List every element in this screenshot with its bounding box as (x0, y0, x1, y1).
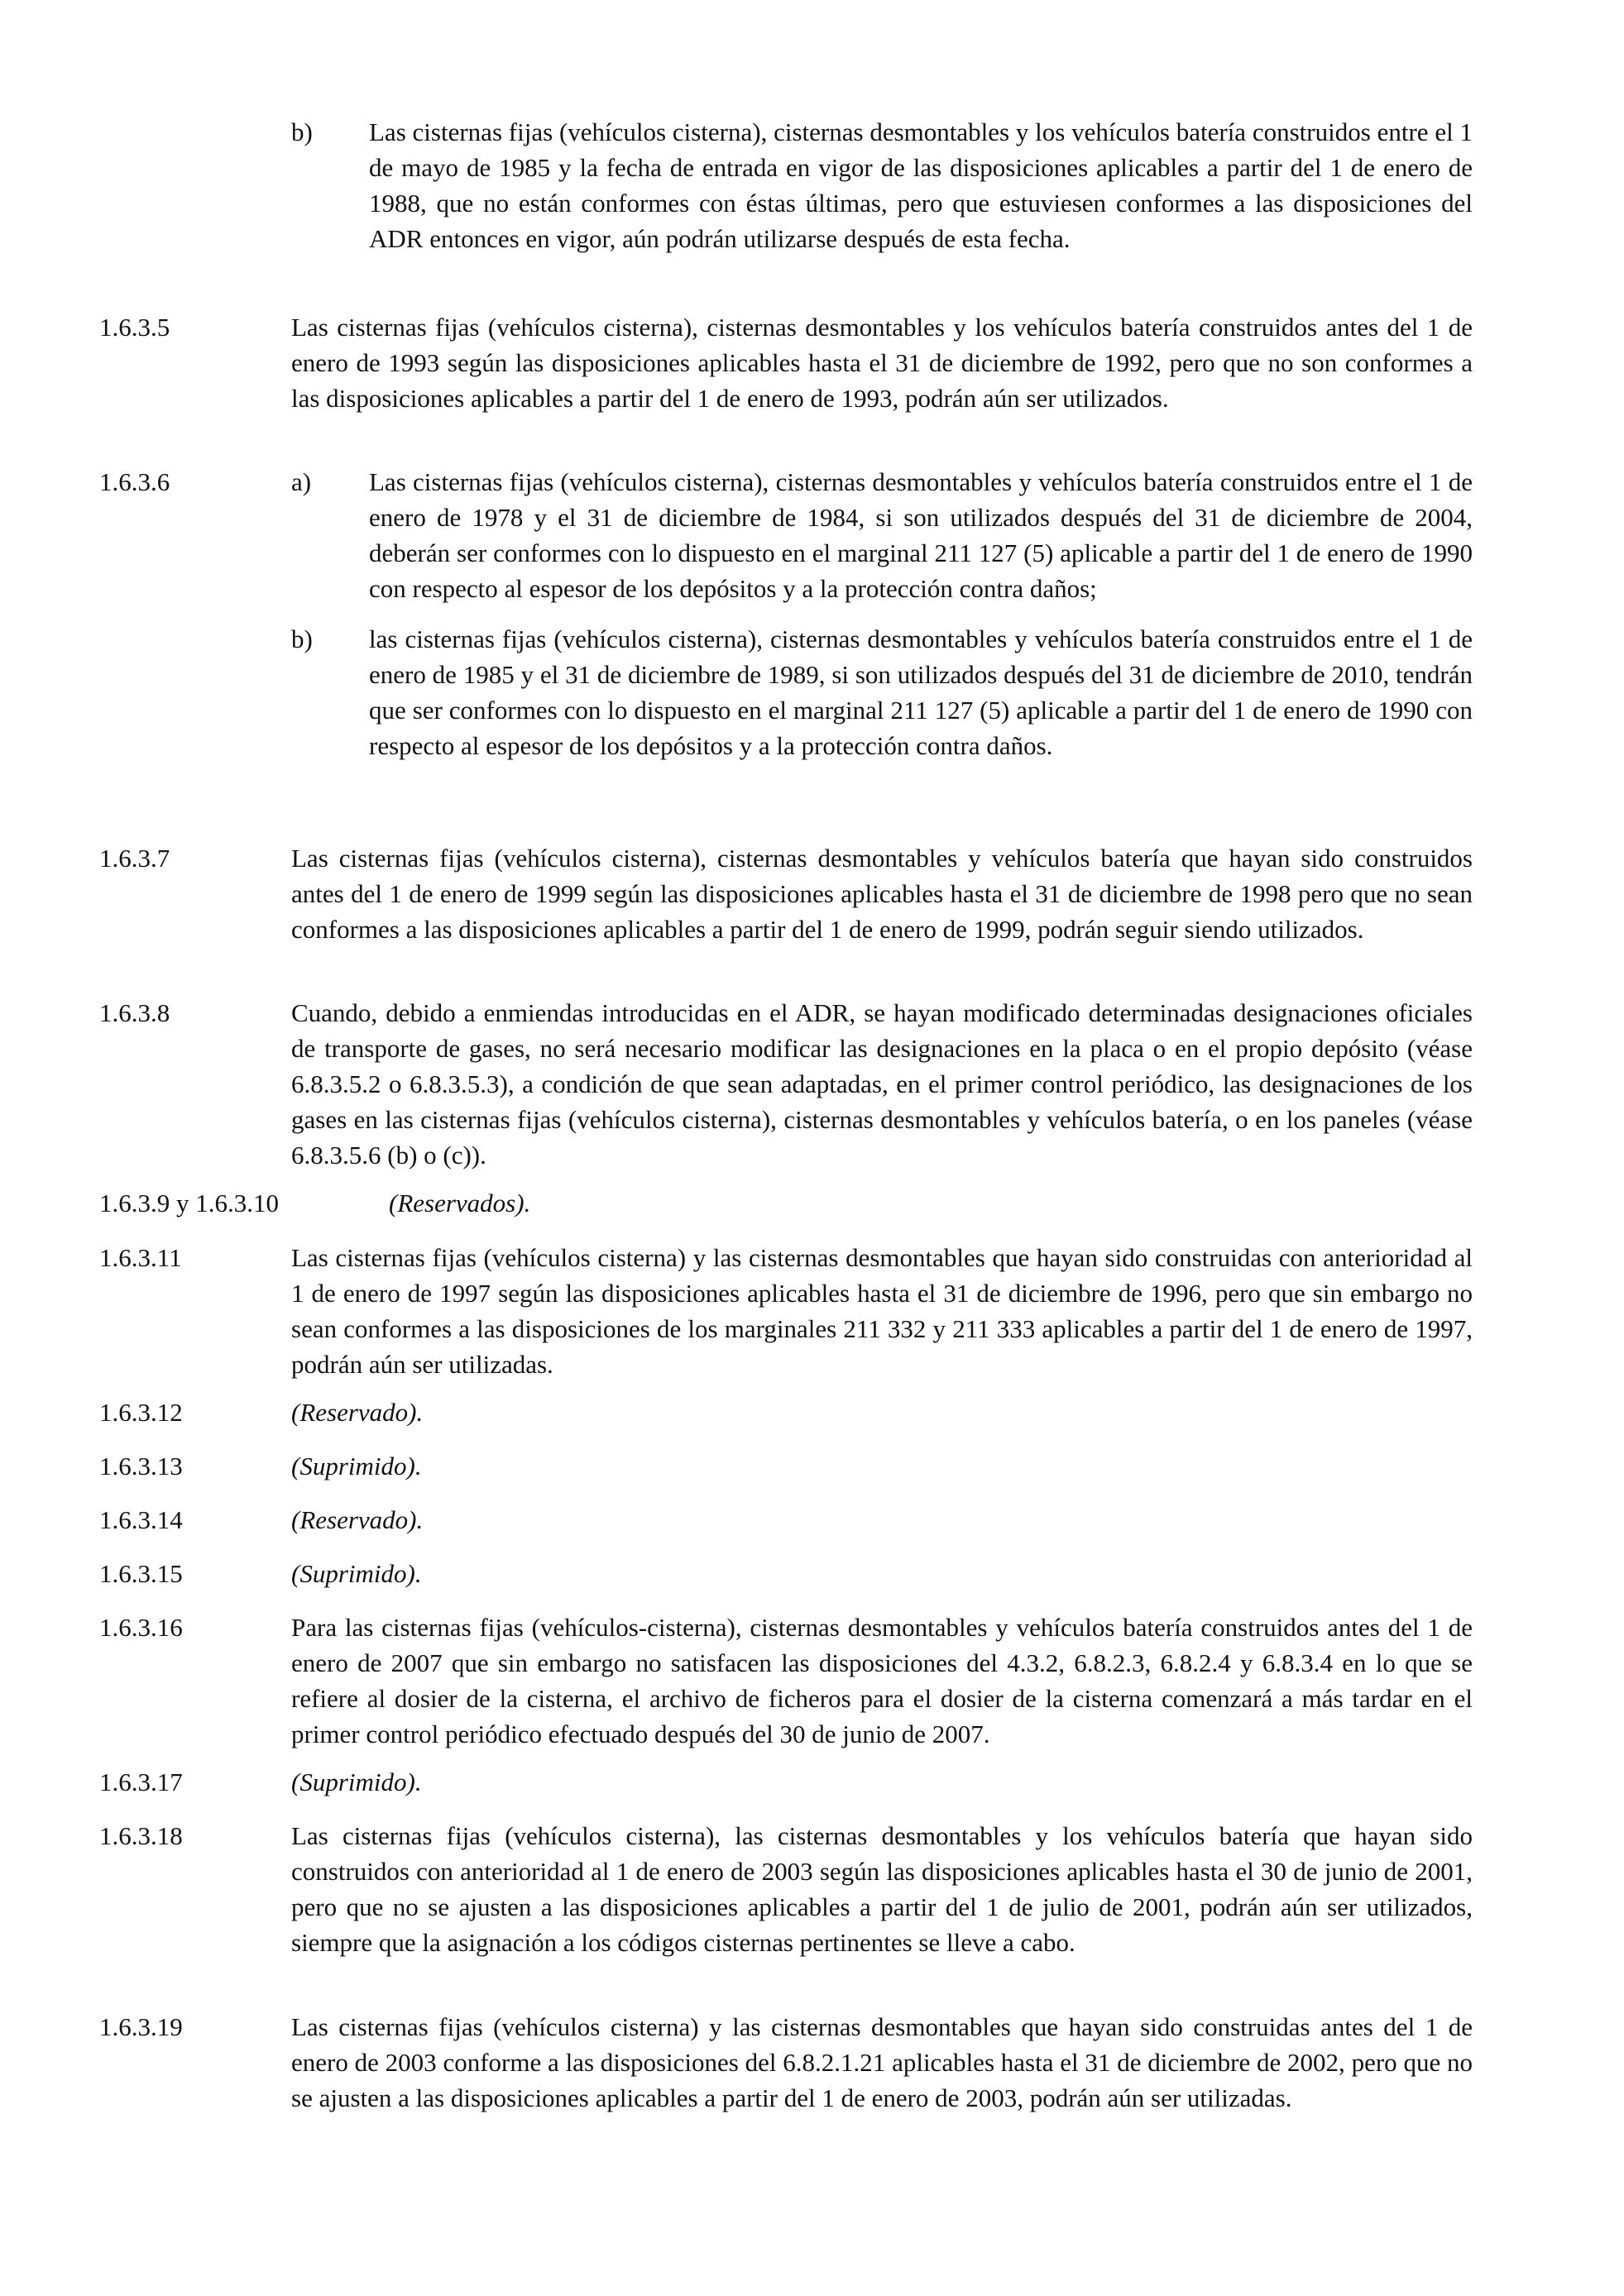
paragraph-1-6-3-13 (99, 1448, 1473, 1484)
section-text: Las cisternas fijas (vehículos cisterna), cisternas desmontables y los vehículos batería construidos antes del 1 de enero de 1993 según las disposiciones aplicables hasta el 31 de diciembre de 1992, pero que no son conformes a las disposiciones aplicables a partir del 1 de enero de 1993, podrán aún ser utilizados. (291, 313, 1473, 413)
subitem-text: Las cisternas fijas (vehículos cisterna), cisternas desmontables y vehículos batería construidos entre el 1 de enero de 1978 y el 31 de diciembre de 1984, si son utilizados después del 31 de diciembre de 2004, deberán ser conformes con lo dispuesto en el marginal 211 127 (5) aplicable a partir del 1 de enero de 1990 con respecto al espesor de los depósitos y a la protección contra daños; (369, 467, 1473, 603)
subitem-text: las cisternas fijas (vehículos cisterna), cisternas desmontables y vehículos batería construidos entre el 1 de enero de 1985 y el 31 de diciembre de 1989, si son utilizados después del 31 de diciembre de 2010, tendrán que ser conformes con lo dispuesto en el marginal 211 127 (5) aplicable a partir del 1 de enero de 1990 con respecto al espesor de los depósitos y a la protección contra daños. (369, 624, 1473, 760)
section-text: (Suprimido). (291, 1767, 422, 1796)
section-number: 1.6.3.11 (99, 1243, 182, 1272)
section-number: 1.6.3.12 (99, 1398, 183, 1427)
subitem-label: a) (291, 467, 312, 496)
section-number: 1.6.3.6 (99, 467, 170, 496)
section-text: Las cisternas fijas (vehículos cisterna) y las cisternas desmontables que hayan sido construidas antes del 1 de enero de 2003 conforme a las disposiciones del 6.8.2.1.21 aplicables hasta el 31 de diciembre de 2002, pero que no se ajusten a las disposiciones aplicables a partir del 1 de enero de 2003, podrán aún ser utilizadas. (291, 2012, 1473, 2112)
subitem-label: b) (291, 624, 313, 653)
section-number: 1.6.3.13 (99, 1452, 183, 1480)
paragraph-1-6-3-9-10 (99, 1185, 1473, 1221)
section-text: (Reservado). (291, 1505, 424, 1534)
subitem-b (291, 114, 1473, 256)
section-text: Las cisternas fijas (vehículos cisterna) y las cisternas desmontables que hayan sido construidas con anterioridad al 1 de enero de 1997 según las disposiciones aplicables hasta el 31 de diciembre de 1996, pero que sin embargo no sean conformes a las disposiciones de los marginales 211 332 y 211 333 aplicables a partir del 1 de enero de 1997, podrán aún ser utilizadas. (291, 1243, 1473, 1379)
paragraph-1-6-3-6 (99, 464, 1473, 763)
paragraph-1-6-3-5 (99, 309, 1473, 416)
paragraph-1-6-3-4-b (99, 114, 1473, 256)
paragraph-1-6-3-7 (99, 840, 1473, 947)
section-number: 1.6.3.17 (99, 1767, 183, 1796)
paragraph-1-6-3-8 (99, 995, 1473, 1173)
section-number: 1.6.3.18 (99, 1821, 183, 1850)
paragraph-1-6-3-11 (99, 1240, 1473, 1382)
section-number: 1.6.3.9 y 1.6.3.10 (99, 1189, 279, 1217)
paragraph-1-6-3-15 (99, 1556, 1473, 1591)
section-text: (Reservado). (291, 1398, 424, 1427)
section-text: Las cisternas fijas (vehículos cisterna), cisternas desmontables y vehículos batería que hayan sido construidos antes del 1 de enero de 1999 según las disposiciones aplicables hasta el 31 de diciembre de 1998 pero que no sean conformes a las disposiciones aplicables a partir del 1 de enero de 1999, podrán seguir siendo utilizados. (291, 844, 1473, 944)
section-number: 1.6.3.14 (99, 1505, 183, 1534)
paragraph-1-6-3-12 (99, 1394, 1473, 1430)
paragraph-1-6-3-16 (99, 1610, 1473, 1752)
subitem-a (291, 464, 1473, 606)
section-number: 1.6.3.15 (99, 1559, 183, 1588)
paragraph-1-6-3-17 (99, 1764, 1473, 1800)
paragraph-1-6-3-14 (99, 1502, 1473, 1538)
paragraph-1-6-3-18 (99, 1818, 1473, 1960)
section-text: Para las cisternas fijas (vehículos-cisterna), cisternas desmontables y vehículos batería construidos antes del 1 de enero de 2007 que sin embargo no satisfacen las disposiciones del 4.3.2, 6.8.2.3, 6.8.2.4 y 6.8.3.4 en lo que se refiere al dosier de la cisterna, el archivo de ficheros para el dosier de la cisterna comenzará a más tardar en el primer control periódico efectuado después del 30 de junio de 2007. (291, 1613, 1473, 1748)
section-text: (Suprimido). (291, 1452, 422, 1480)
section-text: Cuando, debido a enmiendas introducidas en el ADR, se hayan modificado determinadas designaciones oficiales de transporte de gases, no será necesario modificar las designaciones en la placa o en el propio depósito (véase 6.8.3.5.2 o 6.8.3.5.3), a condición de que sean adaptadas, en el primer control periódico, las designaciones de los gases en las cisternas fijas (vehículos cisterna), cisternas desmontables y vehículos batería, o en los paneles (véase 6.8.3.5.6 (b) o (c)). (291, 998, 1473, 1170)
section-number: 1.6.3.5 (99, 313, 170, 342)
subitem-label: b) (291, 117, 313, 146)
section-number: 1.6.3.16 (99, 1613, 183, 1642)
paragraph-1-6-3-19 (99, 2009, 1473, 2116)
subitem-text: Las cisternas fijas (vehículos cisterna), cisternas desmontables y los vehículos batería construidos entre el 1 de mayo de 1985 y la fecha de entrada en vigor de las disposiciones aplicables a partir del 1 de enero de 1988, que no están conformes con éstas últimas, pero que estuviesen conformes a las disposiciones del ADR entonces en vigor, aún podrán utilizarse después de esta fecha. (369, 117, 1473, 253)
section-text: Las cisternas fijas (vehículos cisterna), las cisternas desmontables y los vehículos batería que hayan sido construidos con anterioridad al 1 de enero de 2003 según las disposiciones aplicables hasta el 30 de junio de 2001, pero que no se ajusten a las disposiciones aplicables a partir del 1 de julio de 2001, podrán aún ser utilizados, siempre que la asignación a los códigos cisternas pertinentes se lleve a cabo. (291, 1821, 1473, 1957)
subitem-b (291, 621, 1473, 763)
section-number: 1.6.3.7 (99, 844, 170, 873)
section-number: 1.6.3.8 (99, 998, 170, 1027)
section-text: (Suprimido). (291, 1559, 422, 1588)
section-text: (Reservados). (389, 1189, 531, 1217)
section-number: 1.6.3.19 (99, 2012, 183, 2041)
